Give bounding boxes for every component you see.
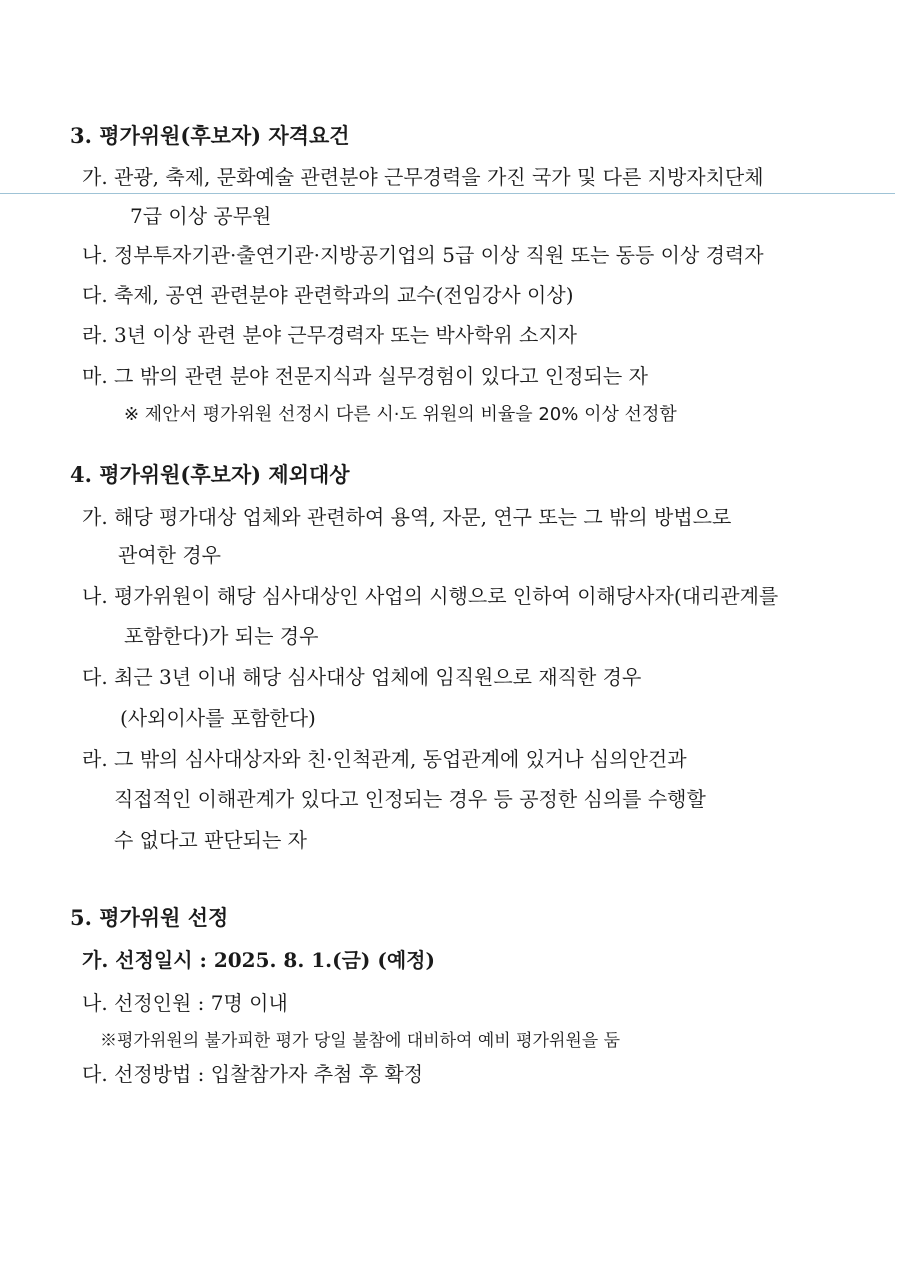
- section-5-item-da: 다. 선정방법 : 입찰참가자 추첨 후 확정: [82, 1062, 424, 1086]
- section-3-item-ga-cont: 7급 이상 공무원: [130, 204, 272, 228]
- section-5-note: ※평가위원의 불가피한 평가 당일 불참에 대비하여 예비 평가위원을 둠: [100, 1031, 621, 1051]
- section-4-heading: 4. 평가위원(후보자) 제외대상: [70, 462, 350, 487]
- section-4-item-ga-cont: 관여한 경우: [118, 543, 221, 567]
- section-4-item-ra-cont-2: 수 없다고 판단되는 자: [114, 828, 307, 852]
- section-3-item-ma: 마. 그 밖의 관련 분야 전문지식과 실무경험이 있다고 인정되는 자: [82, 364, 648, 388]
- section-4-item-ga: 가. 해당 평가대상 업체와 관련하여 용역, 자문, 연구 또는 그 밖의 방법으로: [82, 505, 732, 529]
- section-4-item-da-cont: (사외이사를 포함한다): [120, 706, 316, 730]
- section-5-item-ga: 가. 선정일시 : 2025. 8. 1.(금) (예정): [82, 948, 435, 972]
- section-3-item-na: 나. 정부투자기관·출연기관·지방공기업의 5급 이상 직원 또는 동등 이상 경력자: [82, 243, 764, 267]
- section-4-item-ra-cont-1: 직접적인 이해관계가 있다고 인정되는 경우 등 공정한 심의를 수행할: [114, 787, 706, 811]
- header-rule: [0, 193, 895, 194]
- section-4-item-na-cont: 포함한다)가 되는 경우: [124, 624, 319, 648]
- section-5-item-na: 나. 선정인원 : 7명 이내: [82, 991, 288, 1015]
- section-3-item-da: 다. 축제, 공연 관련분야 관련학과의 교수(전임강사 이상): [82, 283, 574, 307]
- section-4-item-da: 다. 최근 3년 이내 해당 심사대상 업체에 임직원으로 재직한 경우: [82, 665, 642, 689]
- section-3-item-ga: 가. 관광, 축제, 문화예술 관련분야 근무경력을 가진 국가 및 다른 지방자치단체: [82, 165, 764, 189]
- section-3-note: ※ 제안서 평가위원 선정시 다른 시·도 위원의 비율을 20% 이상 선정함: [124, 404, 677, 425]
- section-4-item-na: 나. 평가위원이 해당 심사대상인 사업의 시행으로 인하여 이해당사자(대리관계를: [82, 584, 779, 608]
- section-5-heading: 5. 평가위원 선정: [70, 905, 229, 930]
- section-3-item-ra: 라. 3년 이상 관련 분야 근무경력자 또는 박사학위 소지자: [82, 323, 577, 347]
- section-4-item-ra: 라. 그 밖의 심사대상자와 친·인척관계, 동업관계에 있거나 심의안건과: [82, 747, 687, 771]
- section-3-heading: 3. 평가위원(후보자) 자격요건: [70, 123, 350, 148]
